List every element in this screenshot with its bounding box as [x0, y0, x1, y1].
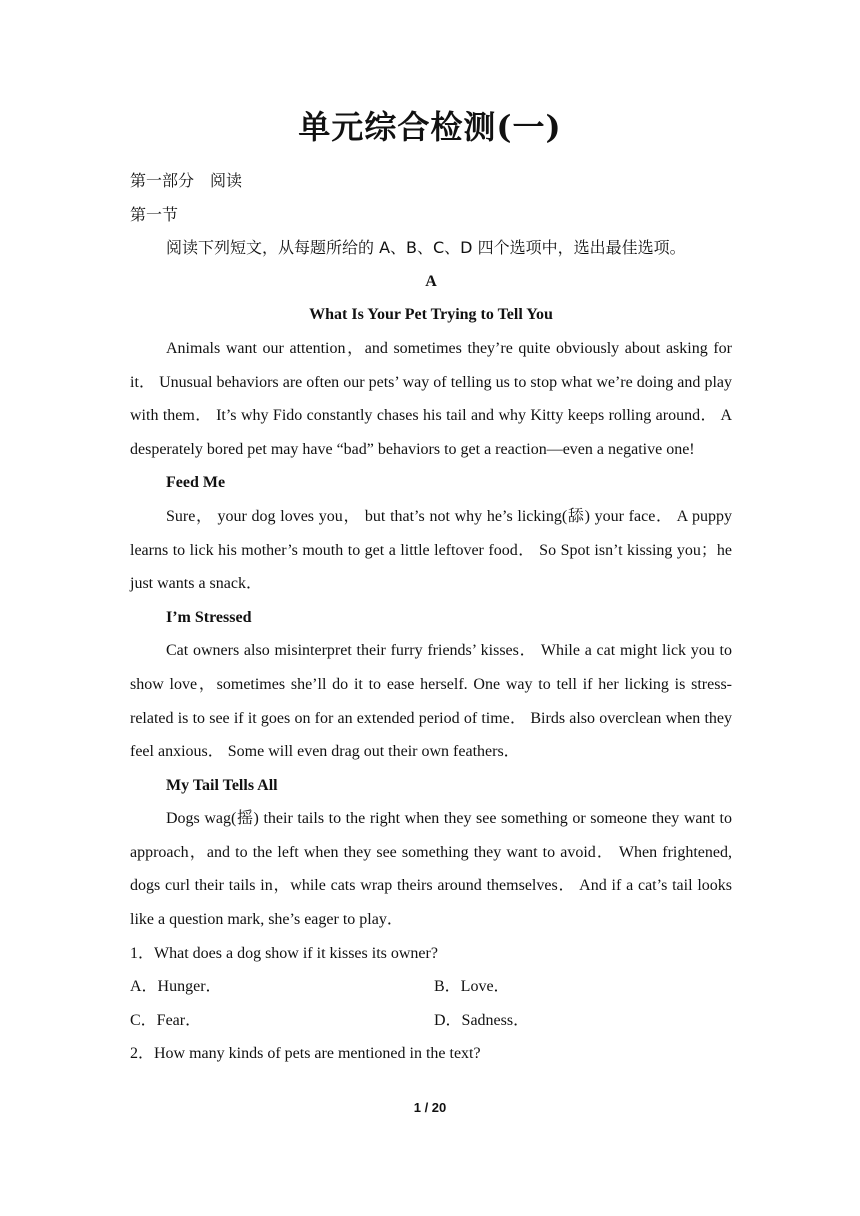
passage-label: A	[425, 272, 437, 290]
question-1-option-d: D．Sadness．	[434, 1011, 530, 1029]
question-1-options-row-1	[130, 970, 732, 1004]
passage-title: What Is Your Pet Trying to Tell You	[309, 306, 553, 324]
question-1-option-a: A．Hunger．	[130, 978, 222, 996]
question-1-option-b: B．Love．	[434, 978, 510, 996]
question-1-stem: 1．What does a dog show if it kisses its owner?	[130, 944, 438, 962]
document-title: 单元综合检测(一)	[298, 108, 562, 146]
section-text-feed-me: Sure， your dog loves you， but that’s not why he’s licking(舔) your face． A puppy learns to lick his mother’s mouth to get a little leftover food． So Spot isn’t kissing you；he just wants a snack．	[130, 507, 732, 593]
intro-paragraph: Animals want our attention，and sometimes they’re quite obviously about asking for it． Unusual behaviors are often our pets’ way of telling us to stop what we’re doing and play with them． It’s why Fido constantly chases his tail and why Kitty keeps rolling around． A desperately bored pet may have “bad” behaviors to get a reaction—even a negative one!	[130, 339, 733, 458]
document-body	[130, 164, 732, 1071]
section-text-tail: Dogs wag(摇) their tails to the right when they see something or someone they want to approach，and to the left when they see something they want to avoid． When frightened, dogs curl their tails in，while cats wrap theirs around themselves． And if a cat’s tail looks like a question mark, she’s eager to play．	[130, 810, 732, 929]
page-number: 1 / 20	[413, 1100, 447, 1115]
question-1-option-c: C．Fear．	[130, 1011, 202, 1029]
section-heading-feed-me: Feed Me	[166, 474, 226, 492]
section-heading-stressed: I’m Stressed	[166, 608, 252, 626]
instruction-text: 阅读下列短文，从每题所给的 A、B、C、D 四个选项中，选出最佳选项。	[166, 238, 686, 258]
section-heading-tail: My Tail Tells All	[166, 776, 278, 794]
section-heading: 第一节	[130, 204, 179, 224]
part-heading: 第一部分 阅读	[130, 171, 243, 190]
section-text-stressed: Cat owners also misinterpret their furry friends’ kisses． While a cat might lick you to show love，sometimes she’ll do it to ease herself. One way to tell if her licking is stress-related is to see if it goes on for an extended period of time． Birds also overclean when they feel anxious． Some will even drag out their own feathers．	[130, 642, 732, 761]
question-1-options-row-2	[130, 1004, 732, 1038]
question-2-stem: 2．How many kinds of pets are mentioned in the text?	[130, 1045, 481, 1063]
